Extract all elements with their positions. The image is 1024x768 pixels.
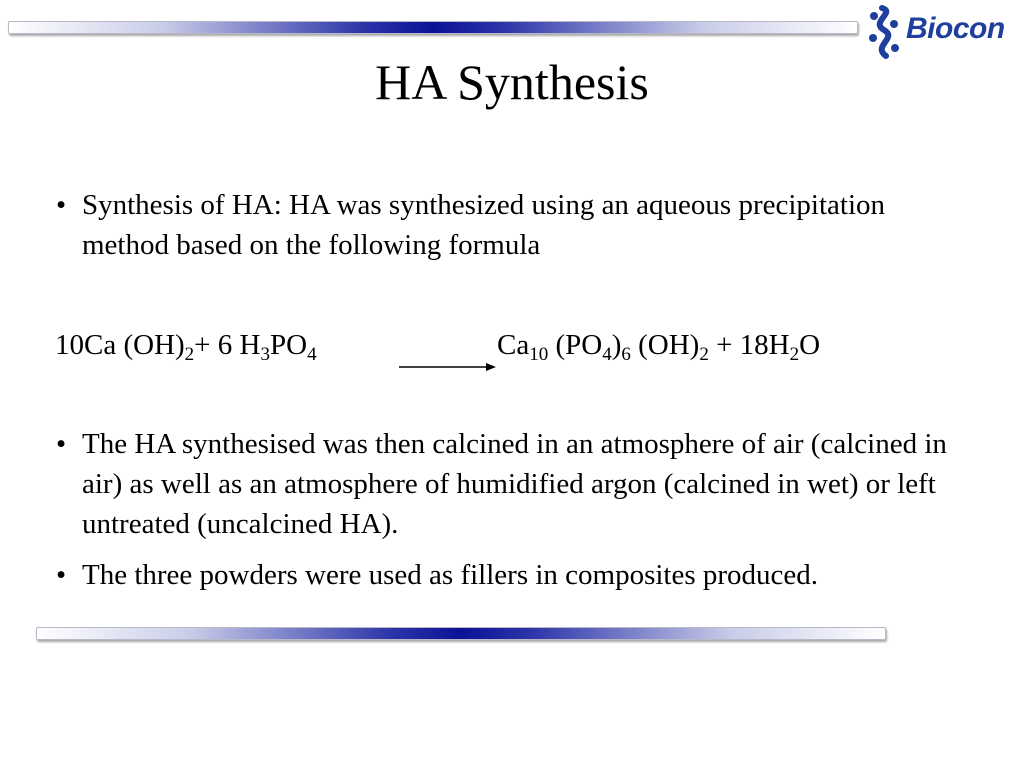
eq-subscript: 10 (529, 344, 549, 365)
eq-subscript: 3 (260, 344, 270, 365)
eq-subscript: 4 (307, 344, 317, 365)
bullet-dot-icon: • (56, 559, 67, 591)
eq-text: PO (269, 329, 308, 361)
eq-text: (PO (548, 329, 603, 361)
bullet-item (56, 424, 976, 544)
bullet-dot-icon: • (56, 189, 67, 221)
eq-subscript: 2 (789, 344, 800, 365)
eq-text: + 18H (708, 329, 790, 361)
eq-subscript: 2 (184, 344, 195, 365)
eq-subscript: 6 (621, 344, 631, 365)
eq-text: ) (611, 329, 622, 361)
reaction-arrow-icon (398, 360, 498, 374)
bullet-text: The HA synthesised was then calcined in an atmosphere of air (calcined in air) as well as an atmosphere of humidified argon (calcined in wet) or left untreated (uncalcined HA). (82, 428, 947, 540)
bullet-item (56, 555, 976, 595)
equation-reactants (55, 325, 317, 365)
bullet-text: Synthesis of HA: HA was synthesized using an aqueous precipitation method based on the following formula (82, 189, 886, 261)
eq-text: + 6 H (194, 329, 261, 361)
bullet-text: The three powders were used as fillers in composites produced. (82, 559, 819, 591)
slide-title: HA Synthesis (375, 54, 649, 110)
eq-text: Ca (497, 329, 530, 361)
top-decorative-bar (8, 21, 858, 34)
bullet-item (56, 185, 976, 265)
equation-products (497, 325, 820, 365)
eq-subscript: 4 (602, 344, 612, 365)
eq-subscript: 2 (699, 344, 709, 365)
eq-text: O (799, 329, 821, 361)
logo-wordmark: Biocon (906, 12, 1005, 45)
bottom-decorative-bar (36, 627, 886, 640)
bullet-dot-icon: • (56, 428, 67, 460)
eq-text: 10Ca (OH) (55, 329, 185, 361)
eq-text: (OH) (630, 329, 700, 361)
